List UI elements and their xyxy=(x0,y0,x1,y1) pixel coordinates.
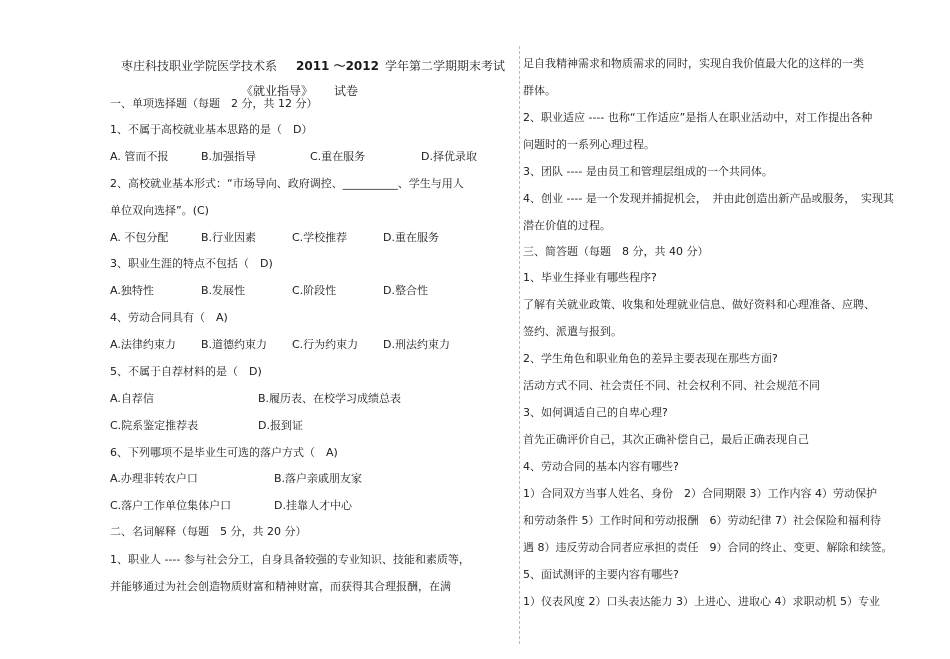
option-a: A.法律约束力 xyxy=(110,338,176,351)
definition-text: 潜在价值的过程。 xyxy=(523,219,611,232)
answer-text: 签约、派遣与报到。 xyxy=(523,325,622,338)
header-school: 枣庄科技职业学院医学技术系 xyxy=(121,59,278,73)
answer-text: 1）合同双方当事人姓名、身份 2）合同期限 3）工作内容 4）劳动保护 xyxy=(523,487,877,500)
option-d: D.重在服务 xyxy=(383,231,439,244)
definition-text: 1、职业人 ---- 参与社会分工，自身具备较强的专业知识、技能和素质等， xyxy=(110,553,470,566)
answer-text: 1）仪表风度 2）口头表达能力 3）上进心、进取心 4）求职动机 5）专业 xyxy=(523,595,880,608)
option-a: A. 不包分配 xyxy=(110,231,169,244)
answer-text: 遇 8）违反劳动合同者应承担的责任 9）合同的终止、变更、解除和续签。 xyxy=(523,541,893,554)
option-c: C.阶段性 xyxy=(292,284,337,297)
option-d: D.挂靠人才中心 xyxy=(274,499,352,512)
definition-text: 2、职业适应 ---- 也称“工作适应”是指人在职业活动中，对工作提出各种 xyxy=(523,111,873,124)
definition-text: 群体。 xyxy=(523,84,556,97)
option-c: C.落户工作单位集体户口 xyxy=(110,499,232,512)
option-a: A.自荐信 xyxy=(110,392,154,405)
question-text: 5、面试测评的主要内容有哪些? xyxy=(523,568,679,581)
question-text: 2、学生角色和职业角色的差异主要表现在那些方面? xyxy=(523,352,778,365)
option-b: B.落户亲戚朋友家 xyxy=(274,472,363,485)
option-b: B.发展性 xyxy=(201,284,246,297)
header-exam: 学年第二学期期末考试 xyxy=(385,59,506,73)
definition-text: 并能够通过为社会创造物质财富和精神财富，而获得其合理报酬，在满 xyxy=(110,580,451,593)
question-text: 4、劳动合同具有（ A) xyxy=(110,311,228,324)
definition-text: 问题时的一系列心理过程。 xyxy=(523,138,655,151)
question-text: 1、毕业生择业有哪些程序? xyxy=(523,271,657,284)
question-text: 3、如何调适自己的自卑心理? xyxy=(523,406,668,419)
question-text: 3、职业生涯的特点不包括（ D) xyxy=(110,257,273,270)
header-course: 《就业指导》 xyxy=(241,84,314,98)
answer-text: 和劳动条件 5）工作时间和劳动报酬 6）劳动纪律 7）社会保险和福利待 xyxy=(523,514,881,527)
question-text: 单位双向选择”。(C) xyxy=(110,204,209,217)
option-a: A.办理非转农户口 xyxy=(110,472,198,485)
option-b: B.履历表、在校学习成绩总表 xyxy=(258,392,402,405)
option-d: D.刑法约束力 xyxy=(383,338,450,351)
option-c: C.学校推荐 xyxy=(292,231,348,244)
question-text: 5、不属于自荐材料的是（ D) xyxy=(110,365,262,378)
right-column xyxy=(515,0,950,659)
question-text: 6、下列哪项不是毕业生可选的落户方式（ A) xyxy=(110,446,338,459)
option-d: D.报到证 xyxy=(258,419,303,432)
option-d: D.择优录取 xyxy=(421,150,477,163)
option-c: C.院系鉴定推荐表 xyxy=(110,419,199,432)
section-heading: 三、简答题（每题 8 分，共 40 分） xyxy=(523,245,709,258)
question-text: 2、高校就业基本形式：“市场导向、政府调控、__________、学生与用人 xyxy=(110,177,464,190)
header-year: 2011 ～2012 xyxy=(296,59,379,73)
option-c: C.行为约束力 xyxy=(292,338,359,351)
option-b: B.加强指导 xyxy=(201,150,257,163)
option-b: B.行业因素 xyxy=(201,231,257,244)
answer-text: 首先正确评价自己，其次正确补偿自己，最后正确表现自己 xyxy=(523,433,809,446)
section-heading: 二、名词解释（每题 5 分，共 20 分） xyxy=(110,525,307,538)
header-paper: 试卷 xyxy=(334,84,359,98)
definition-text: 足自我精神需求和物质需求的同时，实现自我价值最大化的这样的一类 xyxy=(523,57,864,70)
definition-text: 4、创业 ---- 是一个发现并捕捉机会， 并由此创造出新产品或服务， 实现其 xyxy=(523,192,894,205)
question-text: 1、不属于高校就业基本思路的是（ D） xyxy=(110,123,313,136)
question-text: 4、劳动合同的基本内容有哪些? xyxy=(523,460,679,473)
option-a: A.独特性 xyxy=(110,284,154,297)
answer-text: 活动方式不同、社会责任不同、社会权利不同、社会规范不同 xyxy=(523,379,820,392)
definition-text: 3、团队 ---- 是由员工和管理层组成的一个共同体。 xyxy=(523,165,773,178)
option-a: A. 管而不报 xyxy=(110,150,169,163)
answer-text: 了解有关就业政策、收集和处理就业信息、做好资料和心理准备、应聘、 xyxy=(523,298,875,311)
option-b: B.道德约束力 xyxy=(201,338,268,351)
section-heading: 一、单项选择题（每题 2 分，共 12 分） xyxy=(110,97,318,110)
option-c: C.重在服务 xyxy=(310,150,366,163)
option-d: D.整合性 xyxy=(383,284,428,297)
